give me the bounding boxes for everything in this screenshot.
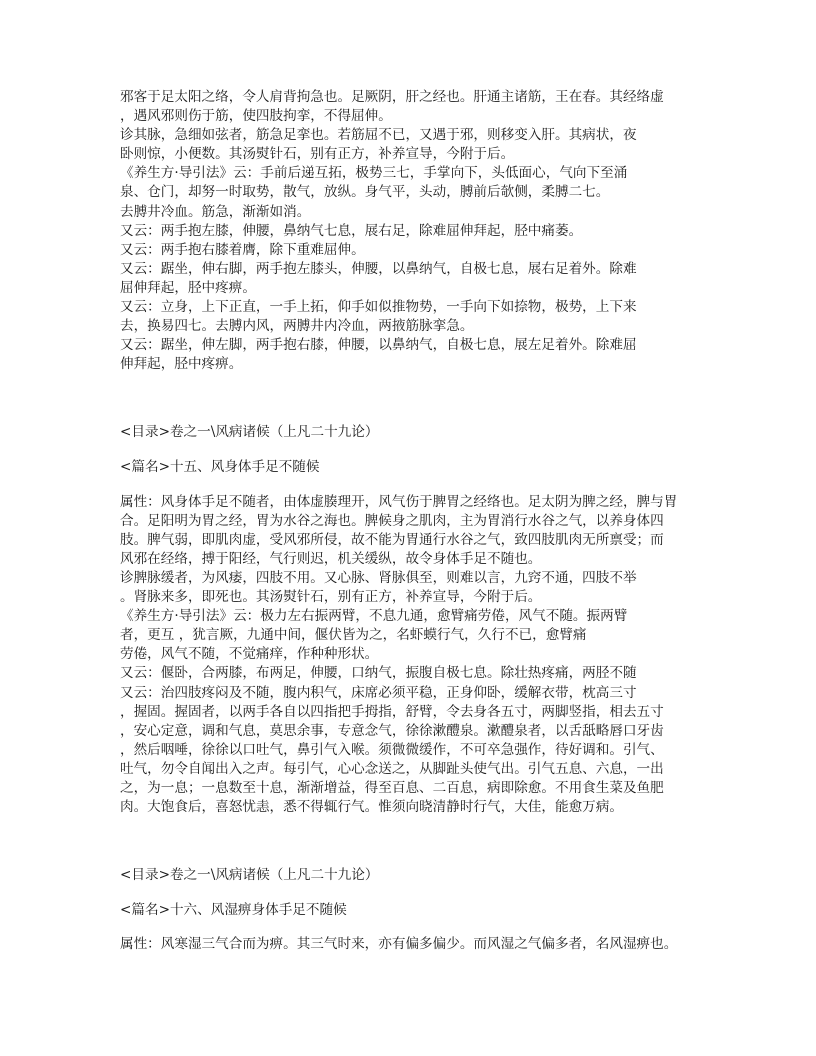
document-page (120, 88, 710, 954)
section-spacer (120, 374, 710, 423)
text-line: 者，更互 ，犹言厥，九通中间，偃伏皆为之，名虾蟆行气，久行不已，愈臂痛 (120, 627, 587, 644)
text-line: ，安心定意，调和气息，莫思余事，专意念气，徐徐漱醴泉。漱醴泉者，以舌舐略唇口牙齿 (120, 722, 664, 739)
text-line: 诊脾脉缓者，为风痿，四肢不用。又心脉、肾脉俱至，则难以言，九窍不通，四肢不举 (120, 569, 637, 586)
text-line: 去膊井冷血。筋急，渐渐如消。 (120, 203, 311, 220)
text-line: ，然后咽唾，徐徐以口吐气，鼻引气入喉。须微微缓作，不可卒急强作，待好调和。引气、 (120, 741, 664, 758)
text-line: 又云：踞坐，伸右脚，两手抱左膝头，伸腰，以鼻纳气，自极七息，展右足着外。除难 (120, 260, 637, 277)
heading-spacer (120, 443, 710, 459)
text-line: 诊其脉，急细如弦者，筋急足挛也。若筋屈不已，又遇于邪，则移变入肝。其病状，夜 (120, 127, 637, 144)
text-line: 属性：风寒湿三气合而为痹。其三气时来，亦有偏多偏少。而风湿之气偏多者，名风湿痹也。 (120, 936, 678, 953)
text-line: 合。足阳明为胃之经，胃为水谷之海也。脾候身之肌肉，主为胃消行水谷之气，以养身体四 (120, 512, 664, 529)
text-line: 又云：偃卧，合两膝，布两足，伸腰，口纳气，振腹自极七息。除壮热疼痛，两胫不随 (120, 665, 637, 682)
text-line: 肉。大饱食后，喜怒忧恚，悉不得辄行气。惟须向晓清静时行气，大佳，能愈万病。 (120, 799, 623, 816)
section-15 (120, 423, 710, 817)
text-line: 又云：两手抱右膝着膺，除下重难屈伸。 (120, 241, 365, 258)
heading-spacer (120, 885, 710, 901)
text-line: 伸拜起，胫中疼痹。 (120, 356, 243, 373)
heading-spacer (120, 477, 710, 493)
text-line: 又云：治四肢疼闷及不随，腹内积气，床席必须平稳，正身仰卧，缓解衣带，枕高三寸 (120, 684, 637, 701)
text-line: 。肾脉来多，即死也。其汤熨针石，别有正方，补养宣导，今附于后。 (120, 589, 542, 606)
text-line: 吐气，勿令自闻出入之声。每引气，心心念送之，从脚趾头使气出。引气五息、六息，一出 (120, 760, 664, 777)
catalog-heading: <目录>卷之一\风病诸候（上凡二十九论） (120, 424, 379, 441)
section-continued-text (120, 88, 710, 374)
section-spacer (120, 817, 710, 866)
text-line: 去，换易四七。去膊内风，两膊井内冷血，两掖筋脉挛急。 (120, 318, 474, 335)
heading-spacer (120, 920, 710, 936)
text-line: 又云：立身，上下正直，一手上拓，仰手如似推物势，一手向下如捺物，极势，上下来 (120, 299, 637, 316)
text-line: 风邪在经络，搏于阳经，气行则迟，机关缓纵，故令身体手足不随也。 (120, 550, 542, 567)
text-line: 卧则惊，小便数。其汤熨针石，别有正方，补养宣导，今附于后。 (120, 146, 515, 163)
text-line: 属性：风身体手足不随者，由体虚腠理开，风气伤于脾胃之经络也。足太阴为脾之经，脾与胃 (120, 493, 678, 510)
chapter-title: <篇名>十六、风湿痹身体手足不随候 (120, 901, 347, 918)
text-line: 之，为一息；一息数至十息，渐渐增益，得至百息、二百息，病即除愈。不用食生菜及鱼肥 (120, 780, 664, 796)
text-line: 又云：两手抱左膝，伸腰，鼻纳气七息，展右足，除难屈伸拜起，胫中痛萎。 (120, 222, 583, 239)
catalog-heading: <目录>卷之一\风病诸候（上凡二十九论） (120, 867, 379, 884)
section-16 (120, 866, 710, 954)
text-line: 邪客于足太阳之络，令人肩背拘急也。足厥阴，肝之经也。肝通主诸筋，王在春。其经络虚 (120, 89, 664, 105)
text-line: 又云：踞坐，伸左脚，两手抱右膝，伸腰，以鼻纳气，自极七息，展左足着外。除难屈 (120, 337, 637, 354)
text-line: 《养生方·导引法》云：极力左右振两臂，不息九通，愈臂痛劳倦，风气不随。振两臂 (120, 608, 628, 625)
chapter-title: <篇名>十五、风身体手足不随候 (120, 459, 320, 475)
text-line: 《养生方·导引法》云：手前后递互拓，极势三七，手掌向下，头低面心，气向下至涌 (120, 165, 628, 182)
text-line: 肢。脾气弱，即肌肉虚，受风邪所侵，故不能为胃通行水谷之气，致四肢肌肉无所禀受；而 (120, 531, 664, 548)
text-line: ，握固。握固者，以两手各自以四指把手拇指，舒臂，令去身各五寸，两脚竖指，相去五寸 (120, 703, 664, 720)
text-line: ，遇风邪则伤于筋，使四肢拘挛，不得屈伸。 (120, 108, 392, 125)
text-line: 劳倦，风气不随，不觉痛痒，作种种形状。 (120, 646, 379, 663)
text-line: 屈伸拜起，胫中疼痹。 (120, 279, 256, 296)
text-line: 泉、仓门，却努一时取势，散气，放纵。身气平，头动，膊前后欹侧，柔膊二七。 (120, 184, 610, 201)
